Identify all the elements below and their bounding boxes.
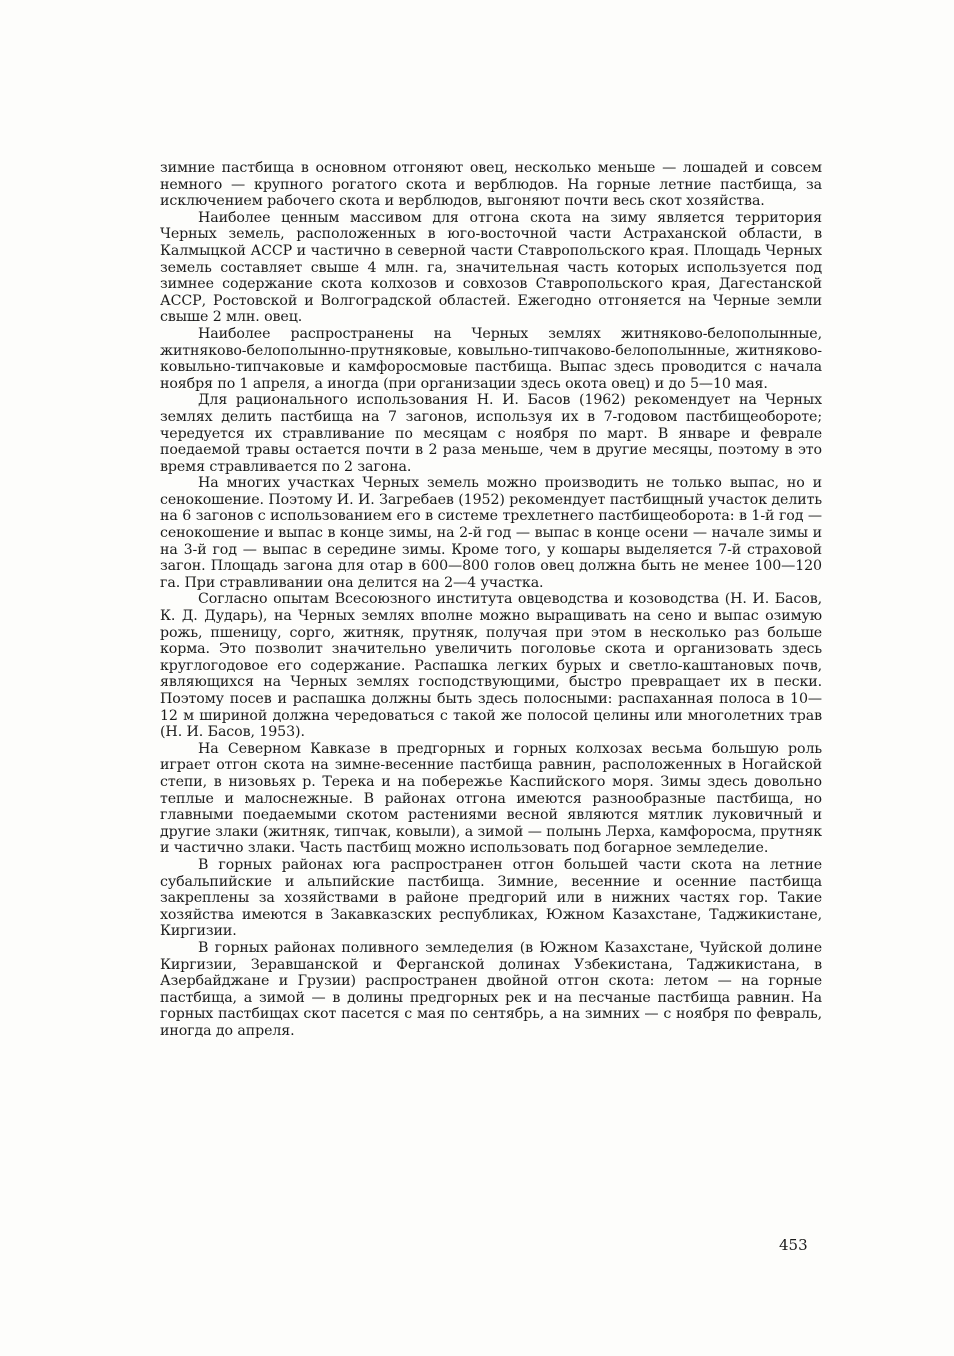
- paragraph-institute-experiments: Согласно опытам Всесоюзного института овцеводства и козоводства (Н. И. Басов, К. Д. Дударь), на Черных землях вполне можно выращивать на сено и выпас озимую рожь, пшеницу, сорго, житняк, прутняк, получая при этом в несколько раз больше корма. Это позволит значительно увеличить поголовье скота и организовать здесь круглогодовое его содержание. Распашка легких бурых и светло-каштановых почв, являющихся на Черных землях господствующими, быстро превращает их в пески. Поэтому посев и распашка должны быть здесь полосными: распаханная полоса в 10—12 м шириной должна чередоваться с такой же полосой целины или многолетних трав (Н. И. Басов, 1953).: [160, 591, 822, 741]
- paragraph-basov-recommendation: Для рационального использования Н. И. Басов (1962) рекомендует на Черных землях делить пастбища на 7 загонов, используя их в 7-годовом пастбищеобороте; чередуется их стравливание по месяцам с ноября по март. В январе и феврале поедаемой травы остается почти в 2 раза меньше, чем в другие месяцы, поэтому в это время стравливается по 2 загона.: [160, 392, 822, 475]
- paragraph-mountain-regions: В горных районах юга распространен отгон большей части скота на летние субальпийские и альпийские пастбища. Зимние, весенние и осенние пастбища закреплены за хозяйствами в районе предгорий или в нижних частях гор. Такие хозяйства имеются в Закавказских республиках, Южном Казахстане, Таджикистане, Киргизии.: [160, 856, 822, 940]
- paragraph-pasture-types: Наиболее распространены на Черных землях житняково-белополынные, житняково-белополынно-прутняковые, ковыльно-типчаково-белополынные, житняково-ковыльно-типчаковые и камфоросмовые пастбища. Выпас здесь проводится с начала ноября по 1 апреля, а иногда (при организации здесь окота овец) и до 5—10 мая.: [160, 325, 822, 392]
- body-text: [160, 160, 822, 1039]
- paragraph-continued: зимние пастбища в основном отгоняют овец, несколько меньше — лошадей и совсем немного — крупного рогатого скота и верблюдов. На горные летние пастбища, за исключением рабочего скота и верблюдов, выгоняют почти весь скот хозяйства.: [160, 160, 822, 210]
- paragraph-irrigated-regions: В горных районах поливного земледелия (в Южном Казахстане, Чуйской долине Киргизии, Зеравшанской и Ферганской долинах Узбекистана, Таджикистана, в Азербайджане и Грузии) распространен двойной отгон скота: летом — на горные пастбища, а зимой — в долины предгорных рек и на песчаные пастбища равнин. На горных пастбищах скот пасется с мая по сентябрь, а на зимних — с ноября по февраль, иногда до апреля.: [160, 939, 822, 1039]
- paragraph-black-lands: Наиболее ценным массивом для отгона скота на зиму является территория Черных земель, расположенных в юго-восточной части Астраханской области, в Калмыцкой АССР и частично в северной части Ставропольского края. Площадь Черных земель составляет свыше 4 млн. га, значительная часть которых используется под зимнее содержание скота колхозов и совхозов Ставропольского края, Дагестанской АССР, Ростовской и Волгоградской областей. Ежегодно отгоняется на Черные земли свыше 2 млн. овец.: [160, 209, 822, 326]
- paragraph-zagrebaev-recommendation: На многих участках Черных земель можно производить не только выпас, но и сенокошение. Поэтому И. И. Загребаев (1952) рекомендует пастбищный участок делить на 6 загонов с использованием его в системе трехлетнего пастбищеоборота: в 1-й год — сенокошение и выпас в конце зимы, на 2-й год — выпас в конце осени — начале зимы и на 3-й год — выпас в середине зимы. Кроме того, у кошары выделяется 7-й страховой загон. Площадь загона для отар в 600—800 голов овец должна быть не менее 100—120 га. При стравливании она делится на 2—4 участка.: [160, 475, 822, 591]
- page-number: 453: [779, 1236, 808, 1254]
- paragraph-north-caucasus: На Северном Кавказе в предгорных и горных колхозах весьма большую роль играет отгон скота на зимне-весенние пастбища равнин, расположенных в Ногайской степи, в низовьях р. Терека и на побережье Каспийского моря. Зимы здесь довольно теплые и малоснежные. В районах отгона имеются разнообразные пастбища, но главными поедаемыми скотом растениями весной являются мятлик луковичный и другие злаки (житняк, типчак, ковыли), а зимой — полынь Лерха, камфоросма, прутняк и частично злаки. Часть пастбищ можно использовать под богарное земледелие.: [160, 740, 822, 857]
